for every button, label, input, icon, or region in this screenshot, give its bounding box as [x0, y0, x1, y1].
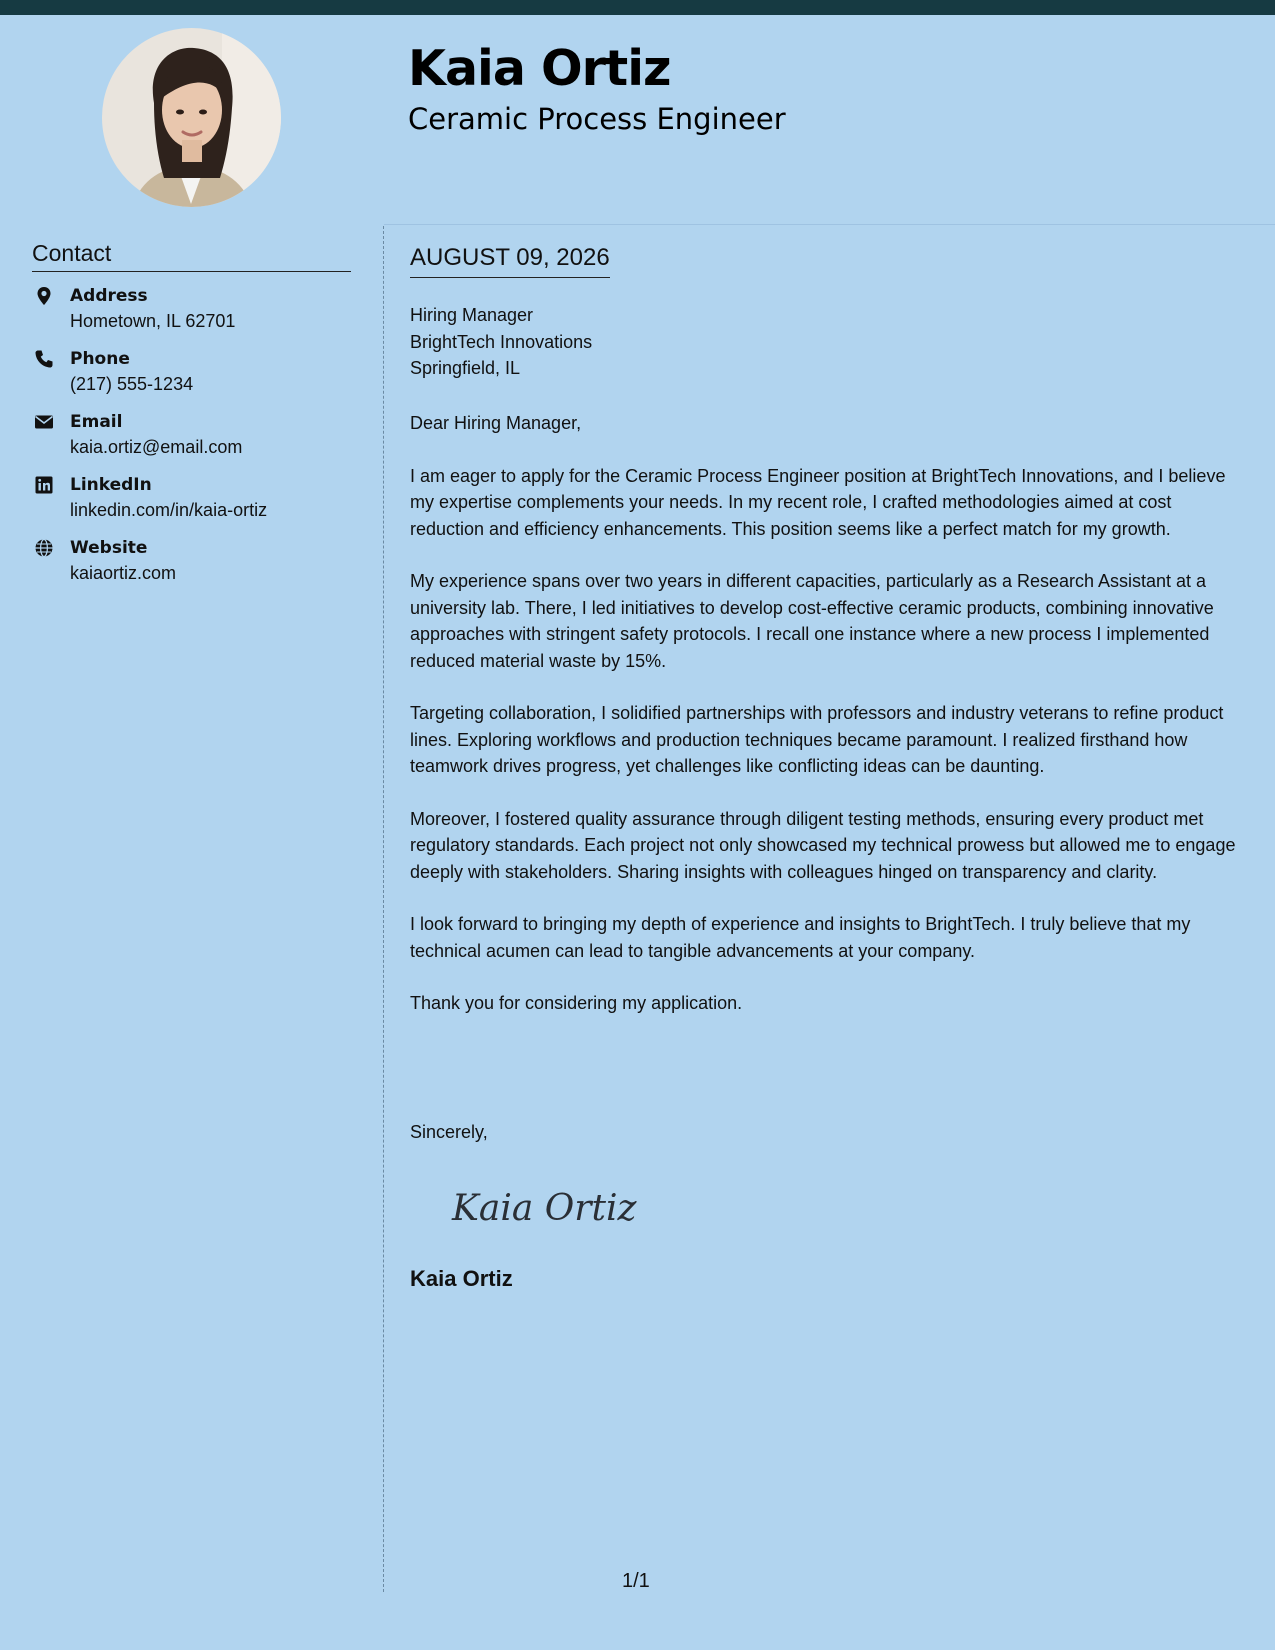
candidate-title: Ceramic Process Engineer — [408, 102, 786, 136]
recipient-block — [410, 302, 592, 382]
contact-value: kaia.ortiz@email.com — [70, 437, 243, 457]
linkedin-icon — [34, 475, 54, 495]
body-paragraph: Targeting collaboration, I solidified partnerships with professors and industry veterans to refine product lines. Exploring workflows and production techniques became paramount. I realized firsthand how teamwork drives progress, yet challenges like conflicting ideas can be daunting. — [410, 703, 1224, 776]
contact-label: Website — [70, 538, 148, 558]
contact-website — [32, 536, 362, 599]
contact-phone — [32, 347, 362, 410]
recipient-location: Springfield, IL — [410, 358, 521, 378]
closing: Sincerely, — [410, 1122, 488, 1142]
candidate-name: Kaia Ortiz — [408, 40, 671, 97]
contact-heading: Contact — [32, 240, 351, 272]
contact-label: LinkedIn — [70, 475, 152, 495]
body-paragraph: Moreover, I fostered quality assurance through diligent testing methods, ensuring every product met regulatory standards. Each project not only showcased my technical prowess but allowed me to engage deeply with stakeholders. Sharing insights with colleagues hinged on transparency and clarity. — [410, 808, 1236, 882]
handwritten-signature — [448, 1178, 648, 1234]
contact-list — [32, 284, 362, 599]
column-divider — [383, 226, 384, 1592]
contact-label: Address — [70, 286, 148, 306]
contact-label: Email — [70, 412, 123, 432]
envelope-icon — [34, 412, 54, 432]
letter-body — [410, 410, 1250, 1043]
contact-value: Hometown, IL 62701 — [70, 311, 236, 331]
contact-email — [32, 410, 362, 473]
contact-linkedin — [32, 473, 362, 536]
body-paragraph: Thank you for considering my application. — [410, 993, 743, 1013]
page-number: 1/1 — [622, 1570, 650, 1592]
signature-text: Kaia Ortiz — [452, 1188, 637, 1229]
globe-icon — [34, 538, 54, 558]
letter-date: AUGUST 09, 2026 — [410, 244, 610, 278]
contact-value: linkedin.com/in/kaia-ortiz — [70, 500, 268, 520]
profile-photo — [102, 28, 281, 207]
body-paragraph: I am eager to apply for the Ceramic Process Engineer position at BrightTech Innovations, and I believe my expertise complements your needs. In my recent role, I crafted methodologies aimed at cost reduction and efficiency enhancements. This position seems like a perfect match for my growth. — [410, 465, 1226, 539]
header-divider — [384, 224, 1275, 225]
salutation: Dear Hiring Manager, — [410, 413, 582, 433]
contact-value: (217) 555-1234 — [70, 374, 194, 394]
signed-name: Kaia Ortiz — [410, 1266, 513, 1291]
top-accent-bar — [0, 0, 1275, 15]
location-pin-icon — [34, 286, 54, 306]
contact-label: Phone — [70, 349, 130, 369]
body-paragraph: My experience spans over two years in different capacities, particularly as a Research Assistant at a university lab. There, I led initiatives to develop cost-effective ceramic products, combining innovative approaches with stringent safety protocols. I recall one instance where a new process I implemented reduced material waste by 15%. — [410, 571, 1214, 671]
recipient-name: Hiring Manager — [410, 305, 534, 325]
phone-icon — [34, 349, 54, 369]
contact-address — [32, 284, 362, 347]
body-paragraph: I look forward to bringing my depth of experience and insights to BrightTech. I truly believe that my technical acumen can lead to tangible advancements at your company. — [410, 914, 1191, 961]
contact-value: kaiaortiz.com — [70, 563, 177, 583]
recipient-company: BrightTech Innovations — [410, 331, 593, 352]
